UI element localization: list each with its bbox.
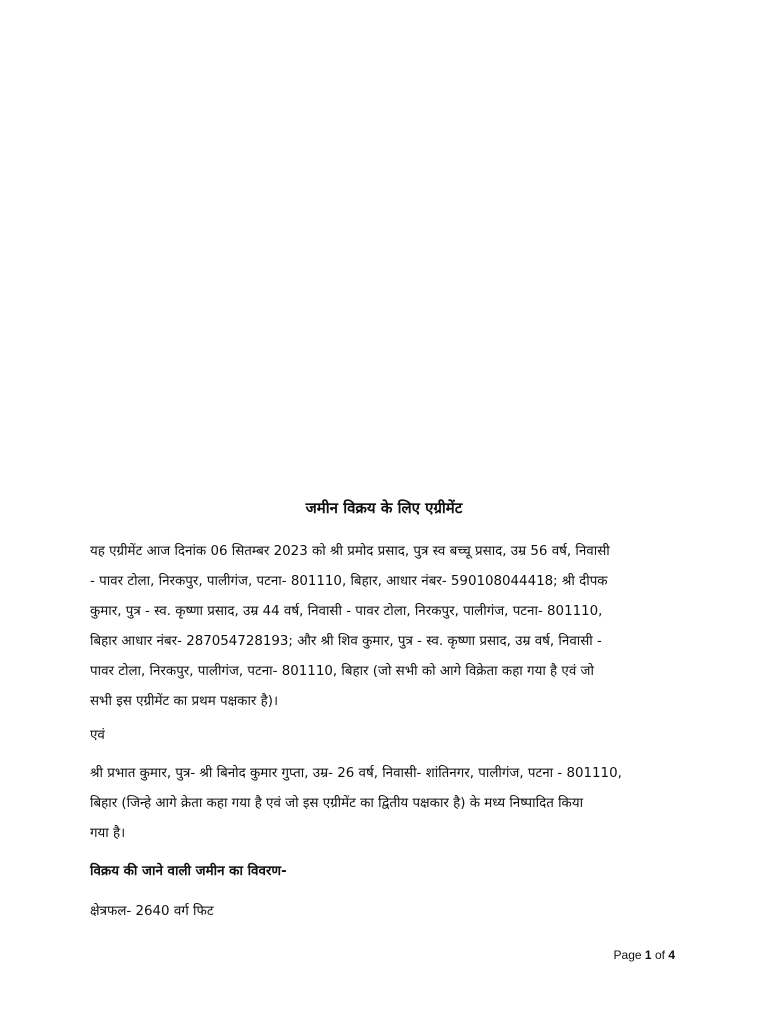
page-word: Page: [613, 948, 642, 962]
paragraph-line: एवं: [90, 728, 105, 743]
paragraph-line: पावर टोला, निरकपुर, पालीगंज, पटना- 801110, बिहार (जो सभी को आगे विक्रेता कहा गया है एवं जो: [90, 664, 594, 679]
page-number: [614, 945, 675, 965]
current-page: 1: [644, 948, 652, 962]
paragraph-line: बिहार आधार नंबर- 287054728193; और श्री शिव कुमार, पुत्र - स्व. कृष्णा प्रसाद, उम्र वर्ष, निवासी -: [90, 634, 602, 649]
section-heading-text: विक्रय की जाने वाली जमीन का विवरण-: [90, 864, 287, 879]
area-paragraph: [90, 897, 690, 927]
total-pages: 4: [668, 948, 675, 962]
buyer-paragraph: [90, 759, 690, 849]
paragraph-line: कुमार, पुत्र - स्व. कृष्णा प्रसाद, उम्र 44 वर्ष, निवासी - पावर टोला, निरकपुर, पालीगंज, पटना- 801110,: [90, 604, 603, 619]
area-line: क्षेत्रफल- 2640 वर्ग फिट: [90, 904, 214, 919]
document-title: जमीन विक्रय के लिए एग्रीमेंट: [305, 499, 463, 517]
and-paragraph: [90, 721, 690, 751]
paragraph-line: श्री प्रभात कुमार, पुत्र- श्री बिनोद कुमार गुप्ता, उम्र- 26 वर्ष, निवासी- शांतिनगर, पालीगंज, पटना - 801110,: [90, 766, 622, 781]
paragraph-line: - पावर टोला, निरकपुर, पालीगंज, पटना- 801110, बिहार, आधार नंबर- 590108044418; श्री दीपक: [90, 574, 608, 589]
parties-paragraph: [90, 537, 690, 717]
paragraph-line: गया है।: [90, 826, 126, 841]
paragraph-line: सभी इस एग्रीमेंट का प्रथम पक्षकार है)।: [90, 694, 279, 709]
paragraph-line: यह एग्रीमेंट आज दिनांक 06 सितम्बर 2023 को श्री प्रमोद प्रसाद, पुत्र स्व बच्चू प्रसाद, उम्र 56 वर्ष, निवासी: [90, 544, 610, 559]
of-word: of: [654, 948, 665, 962]
section-heading: [90, 857, 690, 887]
paragraph-line: बिहार (जिन्हे आगे क्रेता कहा गया है एवं जो इस एग्रीमेंट का द्वितीय पक्षकार है) के मध्य निष्पादित किया: [90, 796, 584, 811]
